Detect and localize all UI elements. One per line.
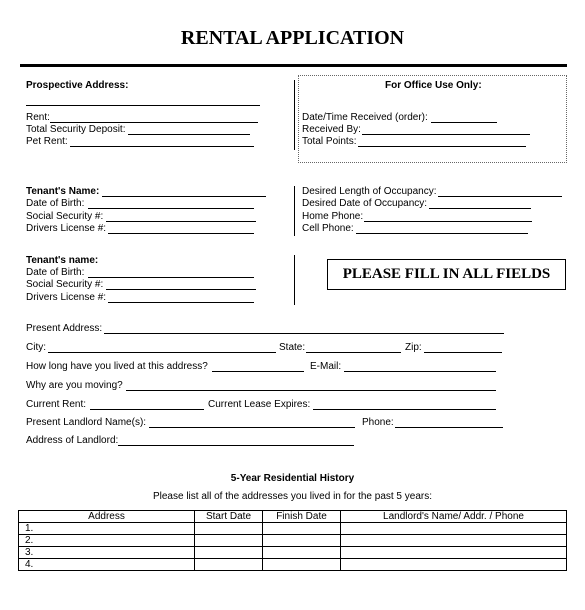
occupancy-length-label: Desired Length of Occupancy: <box>302 186 437 197</box>
why-moving-field[interactable] <box>126 390 496 391</box>
row-finish-cell[interactable] <box>263 523 341 535</box>
received-by-field[interactable] <box>362 134 530 135</box>
office-use-heading: For Office Use Only: <box>385 80 482 91</box>
page-title: RENTAL APPLICATION <box>180 27 405 49</box>
zip-label: Zip: <box>405 342 422 353</box>
state-label: State: <box>279 342 306 353</box>
table-row <box>19 559 567 571</box>
present-address-field[interactable] <box>104 333 504 334</box>
rent-label: Rent: <box>26 112 50 123</box>
tenant1-dob-field[interactable] <box>88 208 254 209</box>
occupancy-date-label: Desired Date of Occupancy: <box>302 198 428 209</box>
row-landlord-cell[interactable] <box>341 535 567 547</box>
total-points-label: Total Points: <box>302 136 357 147</box>
tenant2-dob-label: Date of Birth: <box>26 267 85 278</box>
occupancy-date-field[interactable] <box>429 208 531 209</box>
tenant1-dob-label: Date of Birth: <box>26 198 85 209</box>
column-header-start-date: Start Date <box>195 511 263 523</box>
row-finish-cell[interactable] <box>263 547 341 559</box>
table-row <box>19 535 567 547</box>
row-address-cell[interactable]: 4. <box>19 559 195 571</box>
pet-rent-label: Pet Rent: <box>26 136 68 147</box>
landlord-address-field[interactable] <box>118 445 354 446</box>
security-deposit-label: Total Security Deposit: <box>26 124 126 135</box>
tenant2-name-label: Tenant's name: <box>26 255 99 266</box>
zip-field[interactable] <box>424 352 502 353</box>
tenant1-license-label: Drivers License #: <box>26 223 107 234</box>
lease-expires-field[interactable] <box>313 409 496 410</box>
cell-phone-label: Cell Phone: <box>302 223 354 234</box>
tenant1-name-label: Tenant's Name: <box>26 186 100 197</box>
tenant2-license-field[interactable] <box>108 302 254 303</box>
row-address-cell[interactable]: 2. <box>19 535 195 547</box>
city-field[interactable] <box>48 352 276 353</box>
row-start-cell[interactable] <box>195 559 263 571</box>
date-received-label: Date/Time Received (order): <box>302 112 428 123</box>
date-received-field[interactable] <box>431 122 497 123</box>
email-label: E-Mail: <box>310 361 342 372</box>
row-start-cell[interactable] <box>195 523 263 535</box>
row-address-cell[interactable]: 1. <box>19 523 195 535</box>
occupancy-length-field[interactable] <box>438 196 562 197</box>
row-landlord-cell[interactable] <box>341 523 567 535</box>
tenant2-license-label: Drivers License #: <box>26 292 107 303</box>
current-rent-label: Current Rent: <box>26 399 87 410</box>
tenant2-ssn-label: Social Security #: <box>26 279 104 290</box>
received-by-label: Received By: <box>302 124 361 135</box>
column-header-landlord: Landlord's Name/ Addr. / Phone <box>341 511 567 523</box>
landlord-address-label: Address of Landlord: <box>26 435 119 446</box>
landlord-phone-field[interactable] <box>395 427 503 428</box>
present-address-label: Present Address: <box>26 323 103 334</box>
row-landlord-cell[interactable] <box>341 547 567 559</box>
current-rent-field[interactable] <box>90 409 204 410</box>
home-phone-field[interactable] <box>364 221 532 222</box>
tenant1-name-field[interactable] <box>102 196 266 197</box>
tenant1-ssn-label: Social Security #: <box>26 211 104 222</box>
email-field[interactable] <box>344 371 496 372</box>
why-moving-label: Why are you moving? <box>26 380 123 391</box>
row-start-cell[interactable] <box>195 547 263 559</box>
table-header-row <box>19 511 567 523</box>
lease-expires-label: Current Lease Expires: <box>208 399 311 410</box>
total-points-field[interactable] <box>358 146 526 147</box>
prospective-address-heading: Prospective Address: <box>26 80 129 91</box>
history-instruction: Please list all of the addresses you lived in for the past 5 years: <box>152 491 433 502</box>
landlord-phone-label: Phone: <box>362 417 394 428</box>
history-heading: 5-Year Residential History <box>230 473 355 484</box>
tenant2-dob-field[interactable] <box>88 277 254 278</box>
residential-history-table <box>18 510 567 571</box>
cell-phone-field[interactable] <box>356 233 528 234</box>
tenant1-ssn-field[interactable] <box>106 221 256 222</box>
column-header-finish-date: Finish Date <box>263 511 341 523</box>
title-divider <box>20 64 567 67</box>
row-finish-cell[interactable] <box>263 559 341 571</box>
pet-rent-field[interactable] <box>70 146 254 147</box>
tenant2-ssn-field[interactable] <box>106 289 256 290</box>
state-field[interactable] <box>306 352 401 353</box>
landlord-names-field[interactable] <box>149 427 355 428</box>
table-row <box>19 523 567 535</box>
how-long-field[interactable] <box>212 371 304 372</box>
table-row <box>19 547 567 559</box>
security-deposit-field[interactable] <box>128 134 250 135</box>
row-address-cell[interactable]: 3. <box>19 547 195 559</box>
fill-all-fields-notice: PLEASE FILL IN ALL FIELDS <box>327 259 566 290</box>
how-long-label: How long have you lived at this address? <box>26 361 208 372</box>
rent-field[interactable] <box>50 122 258 123</box>
city-label: City: <box>26 342 46 353</box>
section-divider <box>294 80 295 150</box>
row-start-cell[interactable] <box>195 535 263 547</box>
section-divider <box>294 186 295 236</box>
row-landlord-cell[interactable] <box>341 559 567 571</box>
tenant1-license-field[interactable] <box>108 233 254 234</box>
column-header-address: Address <box>19 511 195 523</box>
home-phone-label: Home Phone: <box>302 211 364 222</box>
row-finish-cell[interactable] <box>263 535 341 547</box>
landlord-names-label: Present Landlord Name(s): <box>26 417 147 428</box>
section-divider <box>294 255 295 305</box>
prospective-address-field[interactable] <box>26 105 260 106</box>
